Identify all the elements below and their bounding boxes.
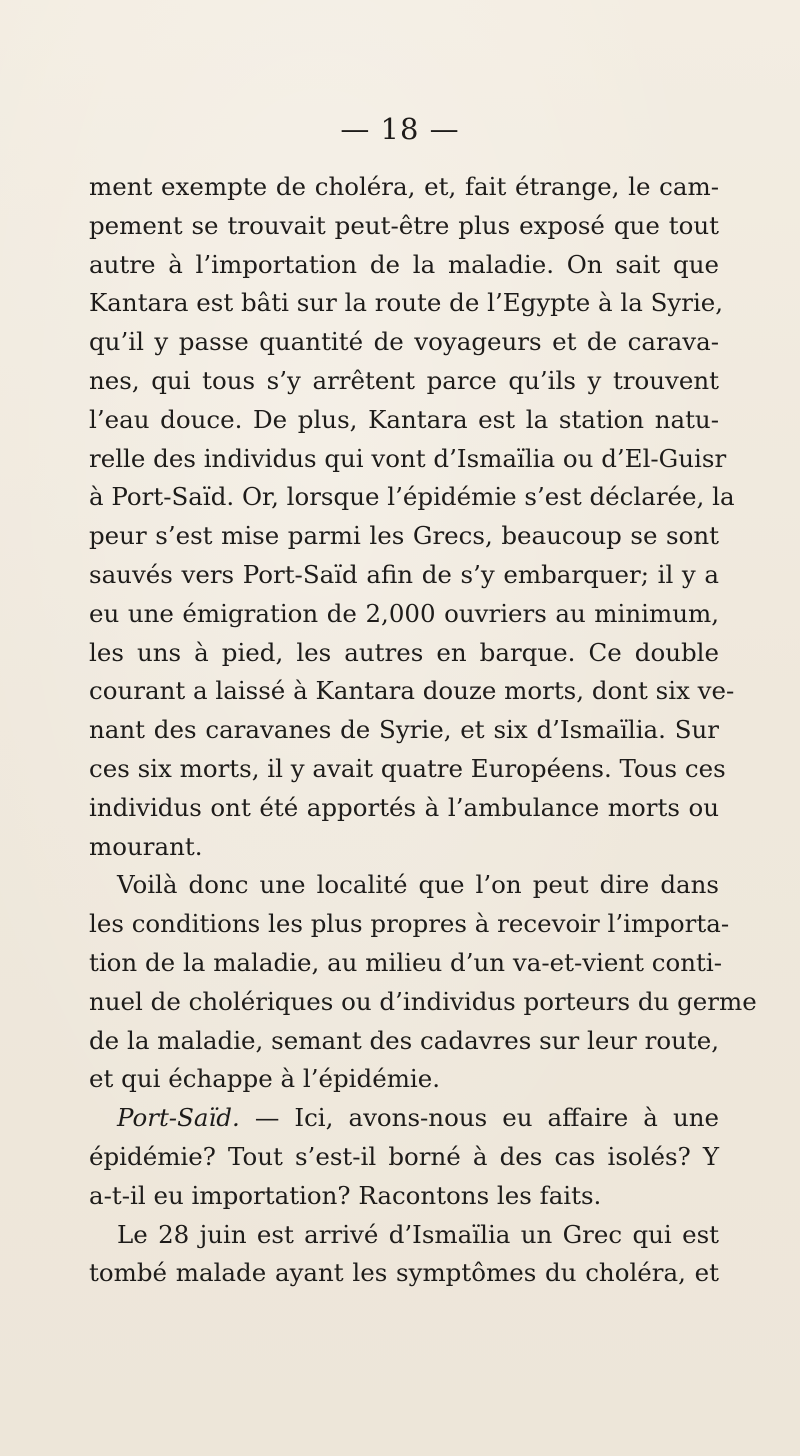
section-heading: Port-Saïd. xyxy=(117,1103,240,1133)
text-line: Voilà donc une localité que l’on peut dire dans xyxy=(117,870,719,900)
paragraph xyxy=(89,866,757,1099)
text-line: sauvés vers Port-Saïd afin de s’y embarquer; il y a xyxy=(89,559,719,589)
text-line: individus ont été apportés à l’ambulance morts ou xyxy=(89,792,719,822)
text-line: Le 28 juin est arrivé d’Ismaïlia un Grec qui est xyxy=(117,1219,719,1249)
text-fragment: — Ici, avons-nous eu affaire à une xyxy=(239,1103,719,1133)
text-line: courant a laissé à Kantara douze morts, dont six ve- xyxy=(89,676,735,706)
text-line: peur s’est mise parmi les Grecs, beaucoup se sont xyxy=(89,521,719,551)
text-line: ment exempte de choléra, et, fait étrange, le cam- xyxy=(89,172,719,201)
text-line: et qui échappe à l’épidémie. xyxy=(89,1064,441,1094)
text-line xyxy=(89,1099,719,1138)
text-line: l’eau douce. De plus, Kantara est la station natu- xyxy=(89,404,719,434)
text-line: relle des individus qui vont d’Ismaïlia ou d’El-Guisr xyxy=(89,443,727,473)
text-line: pement se trouvait peut-être plus exposé que tout xyxy=(89,210,719,240)
body-text xyxy=(89,168,757,1293)
text-line: Kantara est bâti sur la route de l’Egypte à la Syrie, xyxy=(89,288,724,318)
text-line: à Port-Saïd. Or, lorsque l’épidémie s’est déclarée, la xyxy=(89,482,735,512)
text-line: tombé malade ayant les symptômes du choléra, et xyxy=(89,1258,719,1288)
text-line: ces six morts, il y avait quatre Européens. Tous ces xyxy=(89,753,726,783)
text-line: autre à l’importation de la maladie. On sait que xyxy=(89,249,719,279)
text-line: mourant. xyxy=(89,831,203,861)
text-line: nuel de cholériques ou d’individus porteurs du germe xyxy=(89,986,757,1016)
text-line: a-t-il eu importation? Racontons les faits. xyxy=(89,1180,602,1210)
text-line: les conditions les plus propres à recevoir l’importa- xyxy=(89,909,730,939)
text-line: de la maladie, semant des cadavres sur leur route, xyxy=(89,1025,719,1055)
paragraph xyxy=(89,1216,719,1294)
page-number: — 18 — xyxy=(340,112,460,146)
paragraph xyxy=(89,1099,719,1215)
text-line: les uns à pied, les autres en barque. Ce double xyxy=(89,637,719,667)
paragraph xyxy=(89,168,735,866)
text-line: qu’il y passe quantité de voyageurs et de carava- xyxy=(89,327,719,357)
text-line: eu une émigration de 2,000 ouvriers au minimum, xyxy=(89,598,719,628)
text-line: nant des caravanes de Syrie, et six d’Ismaïlia. Sur xyxy=(89,715,719,745)
text-line: nes, qui tous s’y arrêtent parce qu’ils y trouvent xyxy=(89,365,719,395)
text-line: épidémie? Tout s’est-il borné à des cas isolés? Y xyxy=(89,1141,719,1171)
text-line: tion de la maladie, au milieu d’un va-et-vient conti- xyxy=(89,947,723,977)
